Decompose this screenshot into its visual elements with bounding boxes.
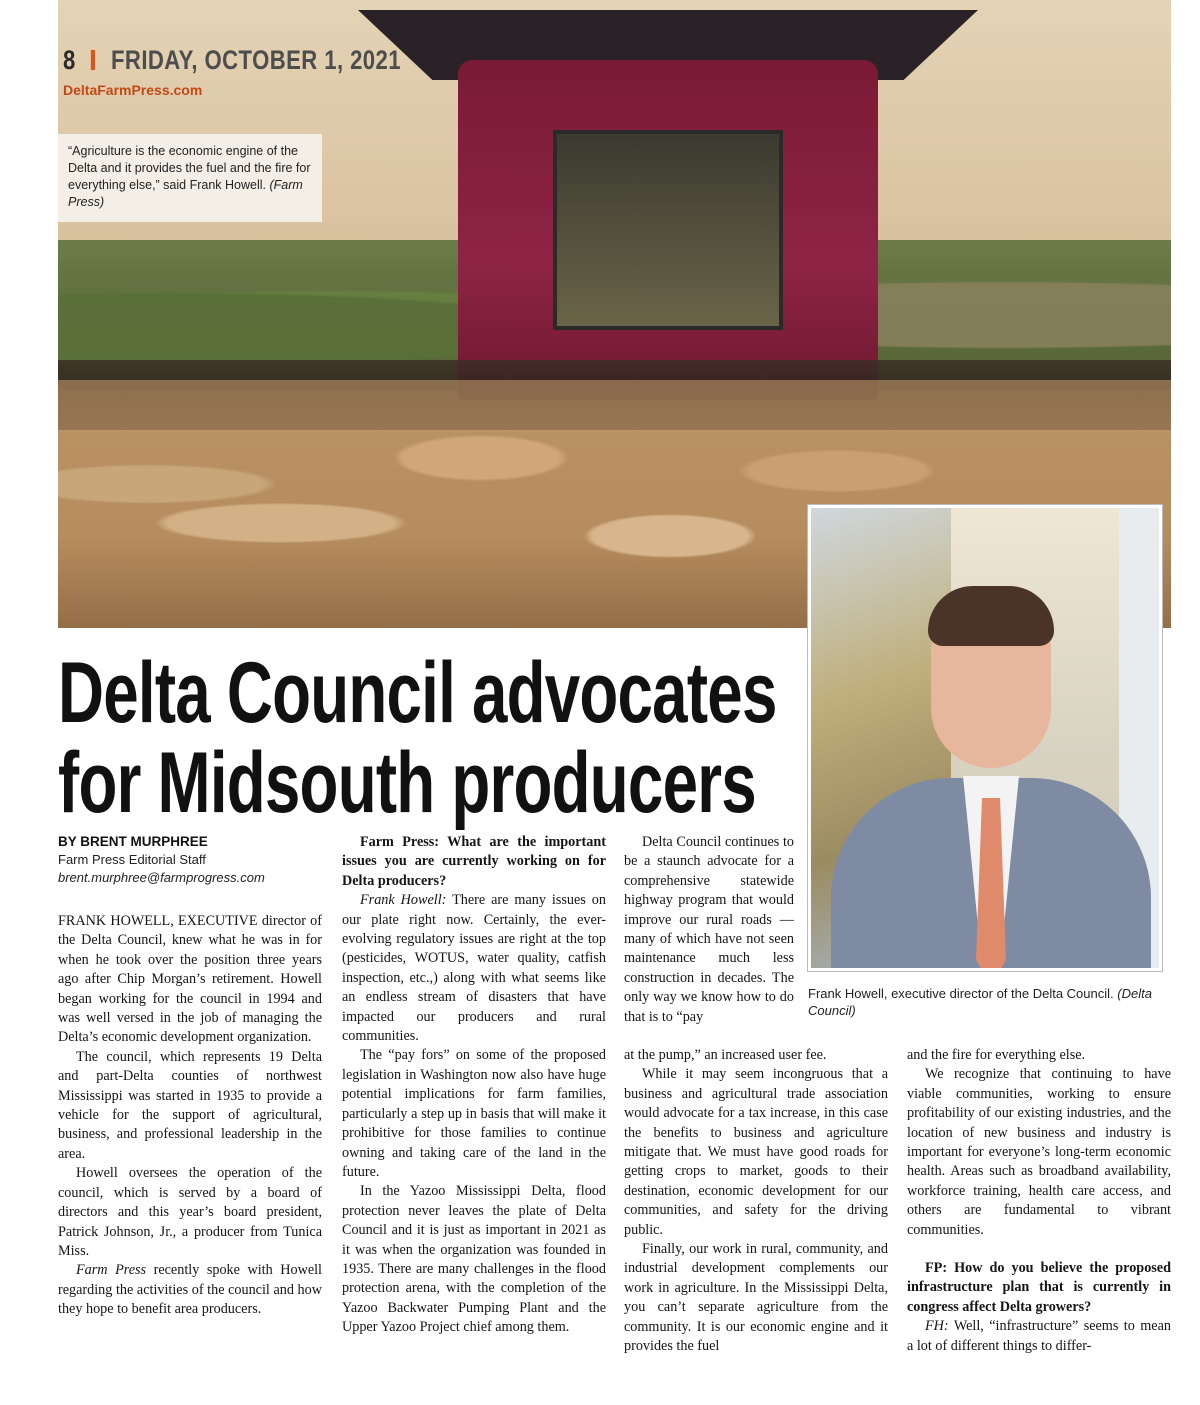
answer-text: Well, “infrastructure” seems to mean a lot of different things to differ- bbox=[907, 1318, 1171, 1354]
header-divider bbox=[90, 50, 94, 70]
article-column-1 bbox=[58, 912, 322, 1320]
article-paragraph-continued: and the fire for everything else. bbox=[907, 1047, 1086, 1063]
answer-speaker: FH: bbox=[925, 1318, 949, 1335]
article-column-3-top bbox=[624, 833, 794, 1027]
interview-answer-2 bbox=[907, 1317, 1171, 1356]
hero-caption-credit: (Farm Press) bbox=[68, 178, 303, 209]
byline-staff: Farm Press Editorial Staff bbox=[58, 852, 206, 867]
inset-caption bbox=[808, 985, 1168, 1019]
interview-answer-1 bbox=[342, 891, 606, 1046]
hero-caption-text: “Agriculture is the economic engine of the Delta and it provides the fuel and the fire for everything else,” said Frank Howell. bbox=[68, 144, 311, 192]
page-header bbox=[63, 45, 401, 76]
inset-caption-credit: (Delta Council) bbox=[808, 986, 1152, 1018]
article-column-4 bbox=[907, 1046, 1171, 1356]
page-number: 8 bbox=[63, 45, 76, 75]
page-date: FRIDAY, OCTOBER 1, 2021 bbox=[110, 45, 401, 75]
article-headline bbox=[58, 645, 777, 831]
article-paragraph: Finally, our work in rural, community, and industrial development complements our work in agriculture. In the Mississippi Delta, you can’t separate agriculture from the community. It is our economic engine and it provides the fuel bbox=[624, 1241, 888, 1355]
article-column-3-bottom bbox=[624, 1046, 888, 1357]
site-url[interactable]: DeltaFarmPress.com bbox=[63, 82, 203, 98]
answer-text: There are many issues on our plate right now. Certainly, the ever-evolving regulatory issues are right at the top (pesticides, WOTUS, water quality, catfish inspection, etc.,) along with what seems like an endless stream of disasters that have impacted our producers and rural communities. bbox=[342, 892, 606, 1045]
publication-name: Farm Press bbox=[76, 1262, 147, 1279]
article-paragraph: We recognize that continuing to have viable communities, working to ensure profitability of our existing industries, and the location of new business and industry is important for everyone’s long-term economic health. Areas such as broadband availability, workforce training, health care access, and others are fundamental to vibrant communities. bbox=[907, 1066, 1171, 1238]
hero-caption bbox=[58, 134, 322, 222]
article-paragraph: While it may seem incongruous that a business and agricultural trade association would advocate for a tax increase, in this case the benefits to business and agriculture mitigate that. We must have good roads for getting crops to market, goods to their destination, economic development for our communities, and safety for the driving public. bbox=[624, 1066, 888, 1238]
article-paragraph bbox=[58, 1261, 322, 1319]
inset-portrait-photo bbox=[808, 505, 1162, 971]
article-paragraph: Howell oversees the operation of the council, which is served by a board of directors and this year’s board president, Patrick Johnson, Jr., a producer from Tunica Miss. bbox=[58, 1165, 322, 1259]
byline bbox=[58, 833, 328, 887]
byline-email[interactable]: brent.murphree@farmprogress.com bbox=[58, 870, 265, 885]
article-paragraph: The “pay fors” on some of the proposed legislation in Washington now also have huge potential implications for farm families, particularly a step up in basis that will make it prohibitive for those families to continue owning and taking care of the land in the future. bbox=[342, 1047, 606, 1180]
paragraph-text: recently spoke with Howell regarding the activities of the council and how they hope to benefit area producers. bbox=[58, 1262, 323, 1318]
article-paragraph-continued: at the pump,” an increased user fee. bbox=[624, 1047, 827, 1063]
byline-author: BY BRENT MURPHREE bbox=[58, 834, 208, 849]
interview-question-2: FP: How do you believe the proposed infrastructure plan that is currently in congress affect Delta growers? bbox=[907, 1260, 1171, 1315]
interview-question-1: Farm Press: What are the important issues you are currently working on for Delta producers? bbox=[342, 834, 606, 889]
paragraph-spacer bbox=[907, 1240, 1171, 1259]
inset-hair bbox=[928, 586, 1054, 646]
article-paragraph: Delta Council continues to be a staunch advocate for a comprehensive statewide highway program that would improve our rural roads — many of which have not seen maintenance much less construction in decades. The only way we know how to do that is to “pay bbox=[624, 834, 794, 1025]
hero-combine-windshield bbox=[553, 130, 783, 330]
article-paragraph: FRANK HOWELL, EXECUTIVE director of the Delta Council, knew what he was in for when he took over the position three years ago after Chip Morgan’s retirement. Howell began working for the council in 1994 and was well versed in the job of managing the Delta’s economic development organization. bbox=[58, 913, 322, 1046]
headline-line-1: Delta Council advocates bbox=[58, 645, 777, 741]
article-column-2 bbox=[342, 833, 606, 1338]
answer-speaker: Frank Howell: bbox=[360, 892, 447, 909]
article-paragraph: The council, which represents 19 Delta and part-Delta counties of northwest Mississippi was started in 1935 to provide a vehicle for the support of agricultural, business, and professional leadership in the area. bbox=[58, 1048, 322, 1162]
inset-caption-text: Frank Howell, executive director of the Delta Council. bbox=[808, 986, 1114, 1001]
article-paragraph: In the Yazoo Mississippi Delta, flood protection never leaves the plate of Delta Council and it is just as important in 2021 as it was when the organization was founded in 1935. There are many challenges in the flood protection arena, with the completion of the Yazoo Backwater Pumping Plant and the Upper Yazoo Project chief among them. bbox=[342, 1183, 606, 1336]
headline-line-2: for Midsouth producers bbox=[58, 735, 756, 831]
